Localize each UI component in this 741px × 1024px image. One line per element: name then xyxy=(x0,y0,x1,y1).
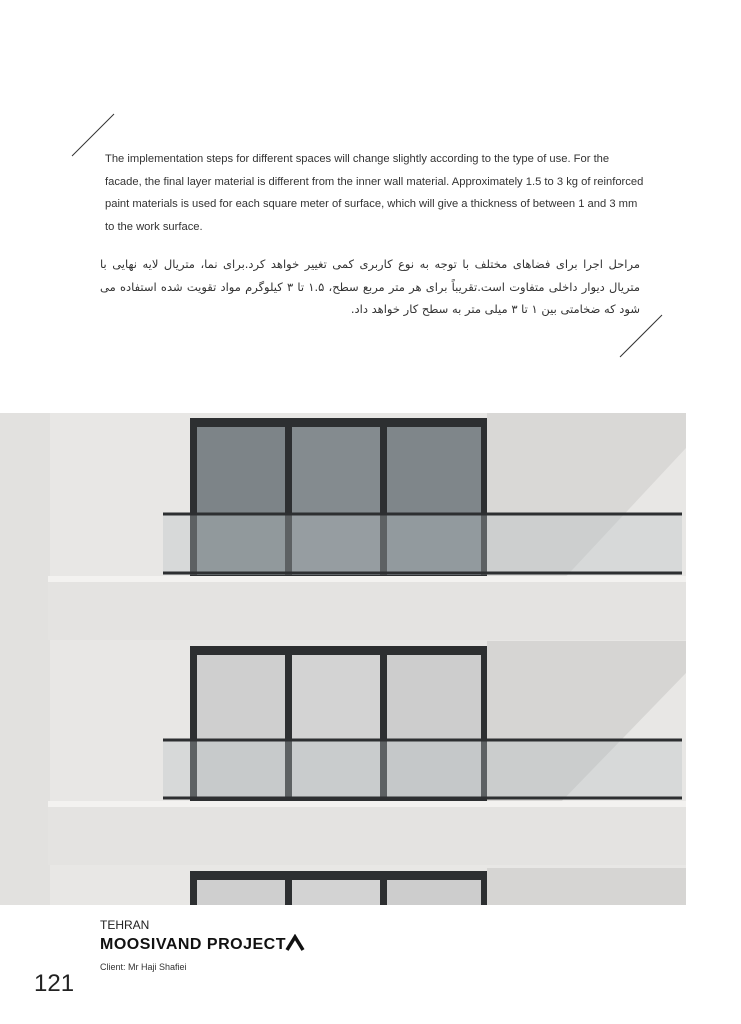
body-text-persian: مراحل اجرا برای فضاهای مختلف با توجه به نوع کاربری کمی تغییر خواهد کرد.برای نما، متریال لایه نهایی با متریال دیوار داخلی متفاوت است.تقریباً برای هر متر مربع سطح، ۱.۵ تا ۳ کیلوگرم مواد تقویت شده استفاده می شود که ضخامتی بین ۱ تا ۳ میلی متر به سطح کار خواهد داد. xyxy=(100,257,641,316)
caption-project-title: MOOSIVAND PROJECT xyxy=(100,936,286,953)
page-number: 121 xyxy=(34,970,75,997)
body-text-english: The implementation steps for different spaces will change slightly according to the type of use. For the facade, the final layer material is different from the inner wall material. Approximately 1.5 to 3 kg of reinforced paint materials is used for each square meter of surface, which will give a thickness of between 1 and 3 mm to the work surface. xyxy=(105,153,644,233)
building-facade-photo xyxy=(0,413,686,905)
logo-caret-icon xyxy=(285,934,305,952)
caption-city: TEHRAN xyxy=(100,918,150,932)
caption-client: Client: Mr Haji Shafiei xyxy=(100,962,187,972)
